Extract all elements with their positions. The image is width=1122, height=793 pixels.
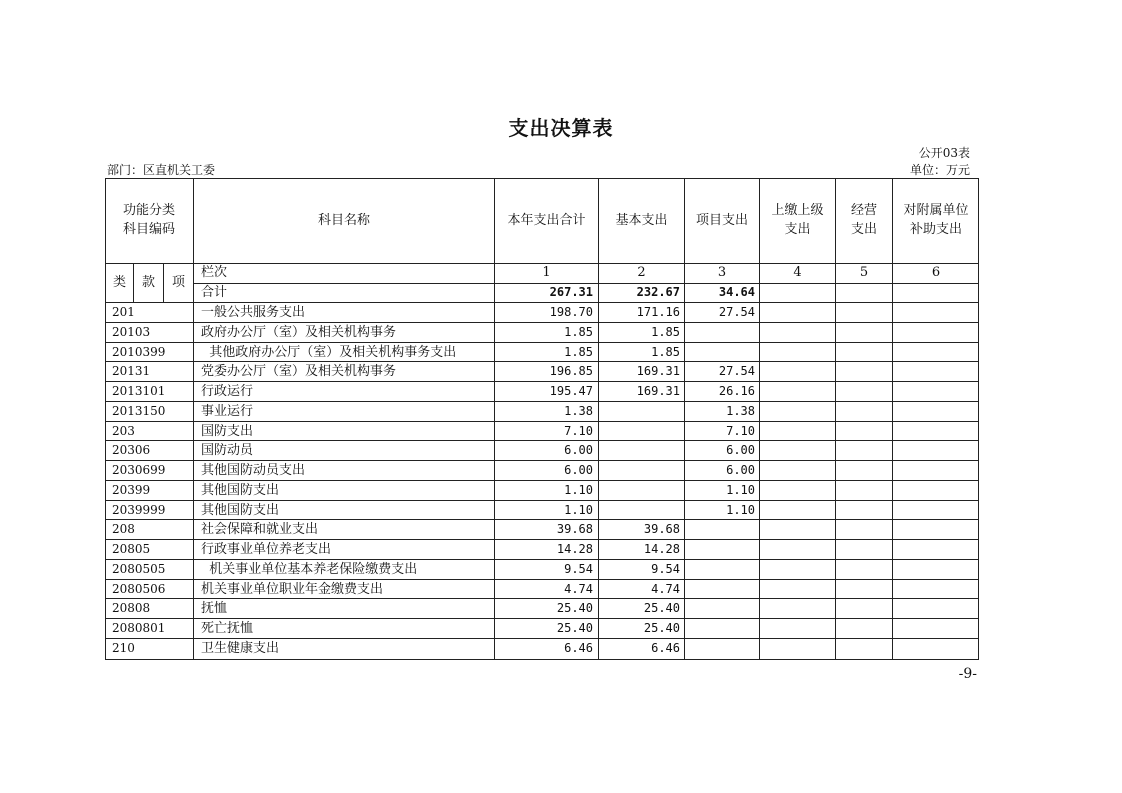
row-basic: 25.40 [643,601,680,616]
row-project: 6.00 [726,463,755,477]
col-num-1: 1 [542,265,551,280]
row-name: 事业运行 [201,403,254,419]
row-code: 201 [112,305,135,319]
row-code: 208 [112,522,135,537]
header-name: 科目名称 [317,213,370,228]
total-row-total: 267.31 [549,285,593,299]
grid-line-h [106,361,978,362]
row-name: 社会保障和就业支出 [201,522,319,538]
grid-line-v [163,263,164,302]
col-num-5: 5 [859,265,869,280]
row-total: 196.85 [549,364,593,379]
row-code: 2010399 [112,344,166,359]
col-num-3: 3 [717,265,727,280]
row-total: 14.28 [556,542,593,556]
grid-line-v [835,179,836,659]
grid-line-h [106,460,978,461]
grid-line-h [106,263,978,264]
row-basic: 169.31 [636,384,680,398]
row-total: 1.10 [564,482,593,497]
grid-line-v [892,179,893,659]
row-code: 20808 [112,601,151,616]
grid-line-h [106,519,978,520]
unit-label: 单位：万元 [909,163,970,177]
row-code: 20103 [112,324,151,339]
header-upper: 上缴上级 支出 [771,203,824,237]
grid-line-v [133,263,134,302]
grid-line-h [106,480,978,481]
row-project: 27.54 [718,305,755,319]
row-basic: 1.85 [651,324,680,339]
row-project: 1.10 [726,502,755,517]
row-total: 1.38 [564,403,593,418]
row-total: 7.10 [564,423,593,438]
department-label: 部门：区直机关工委 [107,163,216,177]
grid-line-h [106,401,978,402]
row-project: 6.00 [726,443,755,458]
grid-line-h [106,559,978,560]
row-basic: 171.16 [636,305,680,319]
grid-line-h [106,421,978,422]
row-project: 1.38 [726,403,755,418]
grid-line-h [106,539,978,540]
col-num-2: 2 [637,265,646,280]
page-title: 支出决算表 [508,116,614,140]
row-basic: 14.28 [643,542,680,556]
grid-line-v [759,179,760,659]
header-basic: 基本支出 [615,213,668,228]
grid-line-h [106,302,978,303]
row-total: 25.40 [556,601,593,616]
row-name: 国防动员 [201,443,254,459]
row-basic: 169.31 [636,364,680,379]
row-code: 2039999 [112,502,166,517]
row-project: 27.54 [718,364,755,379]
header-total: 本年支出合计 [507,213,586,228]
row-total: 9.54 [564,561,593,576]
row-name: 其他政府办公厅（室）及相关机构事务支出 [201,344,457,360]
row-code: 2080801 [112,621,166,635]
row-name: 机关事业单位基本养老保险缴费支出 [201,561,418,577]
row-total: 4.74 [564,581,593,596]
row-code: 2013150 [112,403,166,418]
row-code: 210 [112,640,135,655]
row-code: 2080505 [112,561,166,576]
grid-line-h [106,598,978,599]
row-name: 死亡抚恤 [201,621,254,636]
grid-line-h [106,440,978,441]
row-name: 其他国防支出 [201,502,280,518]
row-name: 其他国防动员支出 [201,463,306,478]
row-basic: 4.74 [651,581,680,596]
row-project: 26.16 [718,384,755,398]
row-basic: 39.68 [643,522,680,537]
header-func-code: 功能分类 科目编码 [122,203,175,237]
row-name: 卫生健康支出 [201,640,280,656]
row-name: 党委办公厅（室）及相关机构事务 [201,364,397,380]
row-name: 行政事业单位养老支出 [201,542,332,557]
row-name: 政府办公厅（室）及相关机构事务 [201,324,397,340]
grid-line-h [106,638,978,639]
total-row-label: 合计 [201,285,228,300]
grid-line-h [106,579,978,580]
row-total: 39.68 [556,522,593,537]
row-name: 一般公共服务支出 [201,305,306,320]
grid-line-h [106,618,978,619]
row-code: 20805 [112,542,151,556]
row-total: 25.40 [556,621,593,635]
row-total: 6.00 [564,443,593,458]
lanci-label: 栏次 [201,265,228,280]
row-project: 1.10 [726,482,755,497]
row-name: 其他国防支出 [201,482,280,498]
row-total: 1.85 [564,344,593,359]
row-total: 6.00 [564,463,593,477]
header-subsidy: 对附属单位 补助支出 [903,203,969,237]
row-name: 抚恤 [201,601,228,617]
row-code: 2080506 [112,581,166,596]
row-name: 机关事业单位职业年金缴费支出 [201,581,384,597]
header-business: 经营 支出 [850,203,877,237]
row-basic: 1.85 [651,344,680,359]
row-total: 6.46 [564,640,593,655]
grid-line-h [106,342,978,343]
row-code: 2013101 [112,384,166,398]
form-number: 公开03表 [918,146,970,160]
grid-line-h [106,381,978,382]
row-total: 1.85 [564,324,593,339]
row-basic: 6.46 [651,640,680,655]
grid-line-v [494,179,495,659]
row-total: 195.47 [549,384,593,398]
row-code: 20306 [112,443,151,458]
total-row-project: 34.64 [718,285,755,299]
col-num-4: 4 [793,265,802,280]
total-row-basic: 232.67 [636,285,680,299]
header-lei: 类 [112,275,126,290]
row-name: 行政运行 [201,384,254,399]
grid-line-v [193,179,194,659]
header-kuan: 款 [141,275,155,290]
expenditure-table [105,178,979,660]
row-code: 203 [112,423,135,438]
row-code: 20399 [112,482,151,497]
row-project: 7.10 [726,423,755,438]
grid-line-h [106,500,978,501]
row-code: 2030699 [112,463,166,477]
grid-line-h [106,322,978,323]
header-project: 项目支出 [695,213,748,228]
col-num-6: 6 [931,265,941,280]
page-number: -9- [958,666,977,682]
row-total: 198.70 [549,305,593,319]
header-xiang: 项 [171,275,185,290]
row-basic: 9.54 [651,561,680,576]
row-basic: 25.40 [643,621,680,635]
row-code: 20131 [112,364,151,379]
grid-line-v [684,179,685,659]
grid-line-h [193,283,978,284]
row-name: 国防支出 [201,423,254,439]
row-total: 1.10 [564,502,593,517]
grid-line-v [598,179,599,659]
